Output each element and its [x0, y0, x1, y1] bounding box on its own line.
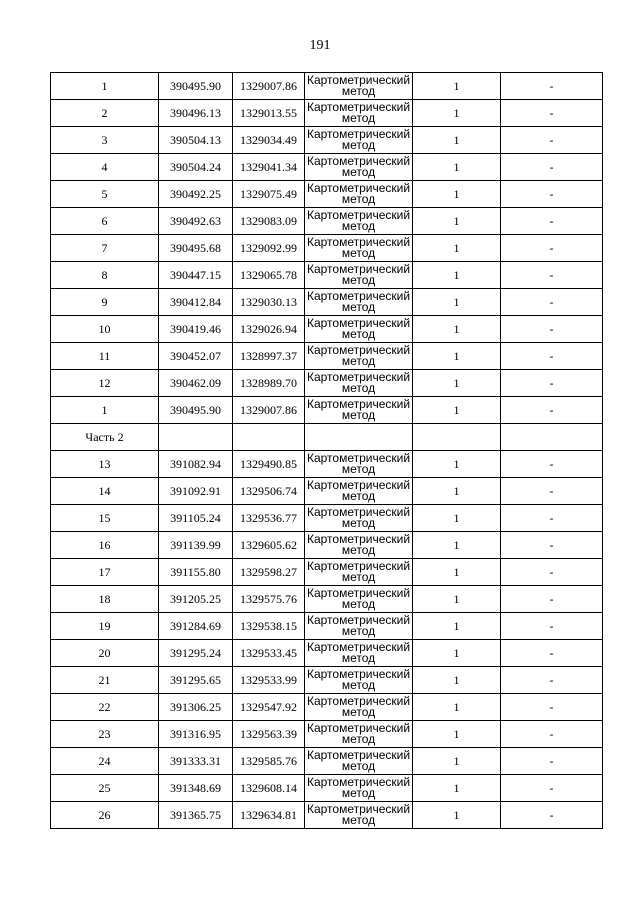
coordinate-x: 390495.90: [159, 73, 233, 100]
coordinate-y: 1329608.14: [233, 775, 305, 802]
table-row: [51, 127, 603, 154]
point-number: 12: [51, 370, 159, 397]
precision: 1: [413, 613, 501, 640]
coordinate-y: 1329506.74: [233, 478, 305, 505]
precision: 1: [413, 370, 501, 397]
method-cell: [305, 370, 413, 397]
method-line-1: Картометрический: [306, 613, 411, 627]
method-line-1: Картометрический: [306, 694, 411, 708]
coordinate-x: 390495.68: [159, 235, 233, 262]
table-row: [51, 316, 603, 343]
note: -: [501, 343, 603, 370]
note: -: [501, 667, 603, 694]
point-number: 23: [51, 721, 159, 748]
precision: 1: [413, 127, 501, 154]
table-row: [51, 559, 603, 586]
coordinate-x: 391082.94: [159, 451, 233, 478]
method-line-1: Картометрический: [306, 478, 411, 492]
precision: 1: [413, 289, 501, 316]
method-line-2: метод: [341, 165, 376, 179]
point-number: 1: [51, 73, 159, 100]
table-row: [51, 370, 603, 397]
table-row: [51, 154, 603, 181]
note: -: [501, 451, 603, 478]
method-cell: [305, 208, 413, 235]
coordinate-x: 390452.07: [159, 343, 233, 370]
table-row: [51, 694, 603, 721]
method-line-1: Картометрический: [306, 370, 411, 384]
method-line-1: Картометрический: [306, 316, 411, 330]
method-cell: [305, 73, 413, 100]
method-cell: [305, 694, 413, 721]
coordinate-y: 1329533.45: [233, 640, 305, 667]
precision: 1: [413, 694, 501, 721]
method-cell: [305, 613, 413, 640]
method-line-1: Картометрический: [306, 586, 411, 600]
coordinate-y: 1329034.49: [233, 127, 305, 154]
note: -: [501, 397, 603, 424]
method-line-1: Картометрический: [306, 208, 411, 222]
precision: 1: [413, 667, 501, 694]
note: -: [501, 73, 603, 100]
coordinate-x: 390504.24: [159, 154, 233, 181]
table-row: [51, 802, 603, 829]
precision: 1: [413, 451, 501, 478]
precision: 1: [413, 154, 501, 181]
coordinate-y: 1329490.85: [233, 451, 305, 478]
precision: 1: [413, 505, 501, 532]
table-row: [51, 397, 603, 424]
precision: 1: [413, 397, 501, 424]
precision: 1: [413, 262, 501, 289]
note: -: [501, 370, 603, 397]
point-number: 6: [51, 208, 159, 235]
precision: 1: [413, 181, 501, 208]
table-row: [51, 667, 603, 694]
coordinate-y: 1329634.81: [233, 802, 305, 829]
point-number: 7: [51, 235, 159, 262]
table-row: [51, 775, 603, 802]
point-number: 26: [51, 802, 159, 829]
note: -: [501, 505, 603, 532]
coordinate-x: 390447.15: [159, 262, 233, 289]
table-row: [51, 748, 603, 775]
table-row: [51, 181, 603, 208]
note: -: [501, 532, 603, 559]
point-number: 18: [51, 586, 159, 613]
point-number: 2: [51, 100, 159, 127]
note: -: [501, 748, 603, 775]
method-line-2: метод: [341, 732, 376, 746]
method-line-2: метод: [341, 381, 376, 395]
coordinate-y: 1329585.76: [233, 748, 305, 775]
coordinate-x: 391092.91: [159, 478, 233, 505]
method-cell: [305, 343, 413, 370]
method-line-2: метод: [341, 543, 376, 557]
precision: 1: [413, 316, 501, 343]
method-line-2: метод: [341, 273, 376, 287]
coordinate-y: 1329575.76: [233, 586, 305, 613]
method-line-2: метод: [341, 300, 376, 314]
coordinate-x: 391295.65: [159, 667, 233, 694]
note: -: [501, 586, 603, 613]
table-row: [51, 451, 603, 478]
table-row: [51, 586, 603, 613]
method-line-2: метод: [341, 813, 376, 827]
point-number: 11: [51, 343, 159, 370]
method-line-2: метод: [341, 516, 376, 530]
method-line-2: метод: [341, 651, 376, 665]
precision: 1: [413, 559, 501, 586]
precision: 1: [413, 640, 501, 667]
table-row: [51, 478, 603, 505]
coordinate-x: 390412.84: [159, 289, 233, 316]
table-row: [51, 208, 603, 235]
method-line-1: Картометрический: [306, 181, 411, 195]
method-cell: [305, 775, 413, 802]
method-cell: [305, 289, 413, 316]
point-number: 8: [51, 262, 159, 289]
empty-cell: [413, 424, 501, 451]
table-row: [51, 532, 603, 559]
note: -: [501, 154, 603, 181]
note: -: [501, 262, 603, 289]
method-cell: [305, 451, 413, 478]
coordinate-x: 391348.69: [159, 775, 233, 802]
method-line-2: метод: [341, 219, 376, 233]
note: -: [501, 559, 603, 586]
method-line-1: Картометрический: [306, 100, 411, 114]
method-cell: [305, 478, 413, 505]
precision: 1: [413, 343, 501, 370]
note: -: [501, 721, 603, 748]
method-line-2: метод: [341, 597, 376, 611]
precision: 1: [413, 586, 501, 613]
coordinate-y: 1328989.70: [233, 370, 305, 397]
table-row: [51, 262, 603, 289]
table-row: [51, 100, 603, 127]
coordinate-x: 391105.24: [159, 505, 233, 532]
coordinate-x: 391284.69: [159, 613, 233, 640]
method-line-2: метод: [341, 138, 376, 152]
table-row: [51, 289, 603, 316]
coordinate-x: 390504.13: [159, 127, 233, 154]
empty-cell: [233, 424, 305, 451]
method-cell: [305, 532, 413, 559]
method-cell: [305, 100, 413, 127]
coordinate-y: 1329026.94: [233, 316, 305, 343]
method-line-1: Картометрический: [306, 73, 411, 87]
method-line-2: метод: [341, 354, 376, 368]
method-cell: [305, 154, 413, 181]
coordinate-x: 391333.31: [159, 748, 233, 775]
coordinate-y: 1329007.86: [233, 73, 305, 100]
coordinate-y: 1329536.77: [233, 505, 305, 532]
table-row: [51, 640, 603, 667]
part-header-row: [51, 424, 603, 451]
method-line-2: метод: [341, 570, 376, 584]
note: -: [501, 289, 603, 316]
coordinate-x: 391205.25: [159, 586, 233, 613]
point-number: 14: [51, 478, 159, 505]
method-line-1: Картометрический: [306, 667, 411, 681]
precision: 1: [413, 100, 501, 127]
coordinate-x: 390462.09: [159, 370, 233, 397]
method-line-1: Картометрический: [306, 289, 411, 303]
coordinate-x: 390492.25: [159, 181, 233, 208]
point-number: 9: [51, 289, 159, 316]
note: -: [501, 100, 603, 127]
coordinate-x: 391316.95: [159, 721, 233, 748]
point-number: 17: [51, 559, 159, 586]
method-line-2: метод: [341, 84, 376, 98]
point-number: 22: [51, 694, 159, 721]
point-number: 10: [51, 316, 159, 343]
table-row: [51, 235, 603, 262]
method-line-2: метод: [341, 327, 376, 341]
note: -: [501, 802, 603, 829]
method-line-1: Картометрический: [306, 721, 411, 735]
page-number: 191: [309, 38, 331, 53]
coordinate-x: 391295.24: [159, 640, 233, 667]
coordinate-y: 1329605.62: [233, 532, 305, 559]
note: -: [501, 208, 603, 235]
method-line-1: Картометрический: [306, 532, 411, 546]
precision: 1: [413, 802, 501, 829]
coordinate-y: 1329538.15: [233, 613, 305, 640]
method-line-2: метод: [341, 678, 376, 692]
method-line-2: метод: [341, 786, 376, 800]
note: -: [501, 235, 603, 262]
note: -: [501, 316, 603, 343]
method-line-1: Картометрический: [306, 397, 411, 411]
table-row: [51, 505, 603, 532]
coordinate-y: 1329075.49: [233, 181, 305, 208]
precision: 1: [413, 235, 501, 262]
point-number: 3: [51, 127, 159, 154]
method-cell: [305, 505, 413, 532]
table-row: [51, 73, 603, 100]
method-cell: [305, 397, 413, 424]
coordinate-x: 391306.25: [159, 694, 233, 721]
coordinate-y: 1328997.37: [233, 343, 305, 370]
point-number: 21: [51, 667, 159, 694]
precision: 1: [413, 478, 501, 505]
point-number: 25: [51, 775, 159, 802]
method-line-2: метод: [341, 246, 376, 260]
coordinate-y: 1329092.99: [233, 235, 305, 262]
coordinate-y: 1329065.78: [233, 262, 305, 289]
point-number: 13: [51, 451, 159, 478]
empty-cell: [159, 424, 233, 451]
precision: 1: [413, 775, 501, 802]
method-cell: [305, 640, 413, 667]
coordinate-y: 1329013.55: [233, 100, 305, 127]
coordinate-y: 1329007.86: [233, 397, 305, 424]
precision: 1: [413, 73, 501, 100]
empty-cell: [501, 424, 603, 451]
coordinate-y: 1329547.92: [233, 694, 305, 721]
method-line-1: Картометрический: [306, 343, 411, 357]
method-line-2: метод: [341, 111, 376, 125]
method-cell: [305, 181, 413, 208]
coordinate-y: 1329083.09: [233, 208, 305, 235]
point-number: 1: [51, 397, 159, 424]
empty-cell: [305, 424, 413, 451]
note: -: [501, 478, 603, 505]
method-cell: [305, 667, 413, 694]
method-cell: [305, 586, 413, 613]
coordinate-x: 391365.75: [159, 802, 233, 829]
method-line-1: Картометрический: [306, 640, 411, 654]
note: -: [501, 640, 603, 667]
precision: 1: [413, 208, 501, 235]
method-line-1: Картометрический: [306, 505, 411, 519]
coordinate-x: 390419.46: [159, 316, 233, 343]
point-number: 5: [51, 181, 159, 208]
method-line-1: Картометрический: [306, 262, 411, 276]
method-line-1: Картометрический: [306, 127, 411, 141]
point-number: 19: [51, 613, 159, 640]
method-cell: [305, 559, 413, 586]
method-line-2: метод: [341, 624, 376, 638]
note: -: [501, 127, 603, 154]
point-number: 16: [51, 532, 159, 559]
coordinate-x: 391155.80: [159, 559, 233, 586]
precision: 1: [413, 721, 501, 748]
table-row: [51, 721, 603, 748]
precision: 1: [413, 532, 501, 559]
method-line-2: метод: [341, 462, 376, 476]
coordinates-table: [50, 72, 603, 829]
method-cell: [305, 235, 413, 262]
method-line-2: метод: [341, 408, 376, 422]
method-line-1: Картометрический: [306, 235, 411, 249]
point-number: 24: [51, 748, 159, 775]
coordinate-x: 390495.90: [159, 397, 233, 424]
point-number: 4: [51, 154, 159, 181]
method-cell: [305, 721, 413, 748]
method-line-2: метод: [341, 759, 376, 773]
method-line-1: Картометрический: [306, 775, 411, 789]
coordinate-y: 1329563.39: [233, 721, 305, 748]
note: -: [501, 694, 603, 721]
method-cell: [305, 262, 413, 289]
method-cell: [305, 748, 413, 775]
coordinate-y: 1329041.34: [233, 154, 305, 181]
note: -: [501, 775, 603, 802]
coordinate-y: 1329598.27: [233, 559, 305, 586]
method-line-2: метод: [341, 705, 376, 719]
table-row: [51, 613, 603, 640]
method-cell: [305, 316, 413, 343]
method-line-2: метод: [341, 192, 376, 206]
method-line-1: Картометрический: [306, 748, 411, 762]
table-row: [51, 343, 603, 370]
coordinate-x: 390496.13: [159, 100, 233, 127]
point-number: 15: [51, 505, 159, 532]
method-line-1: Картометрический: [306, 559, 411, 573]
point-number: 20: [51, 640, 159, 667]
coordinate-y: 1329533.99: [233, 667, 305, 694]
note: -: [501, 613, 603, 640]
precision: 1: [413, 748, 501, 775]
part-label: Часть 2: [51, 424, 159, 451]
note: -: [501, 181, 603, 208]
coordinate-x: 391139.99: [159, 532, 233, 559]
method-line-1: Картометрический: [306, 154, 411, 168]
coordinate-x: 390492.63: [159, 208, 233, 235]
method-line-2: метод: [341, 489, 376, 503]
method-line-1: Картометрический: [306, 451, 411, 465]
method-cell: [305, 802, 413, 829]
coordinate-y: 1329030.13: [233, 289, 305, 316]
method-cell: [305, 127, 413, 154]
method-line-1: Картометрический: [306, 802, 411, 816]
